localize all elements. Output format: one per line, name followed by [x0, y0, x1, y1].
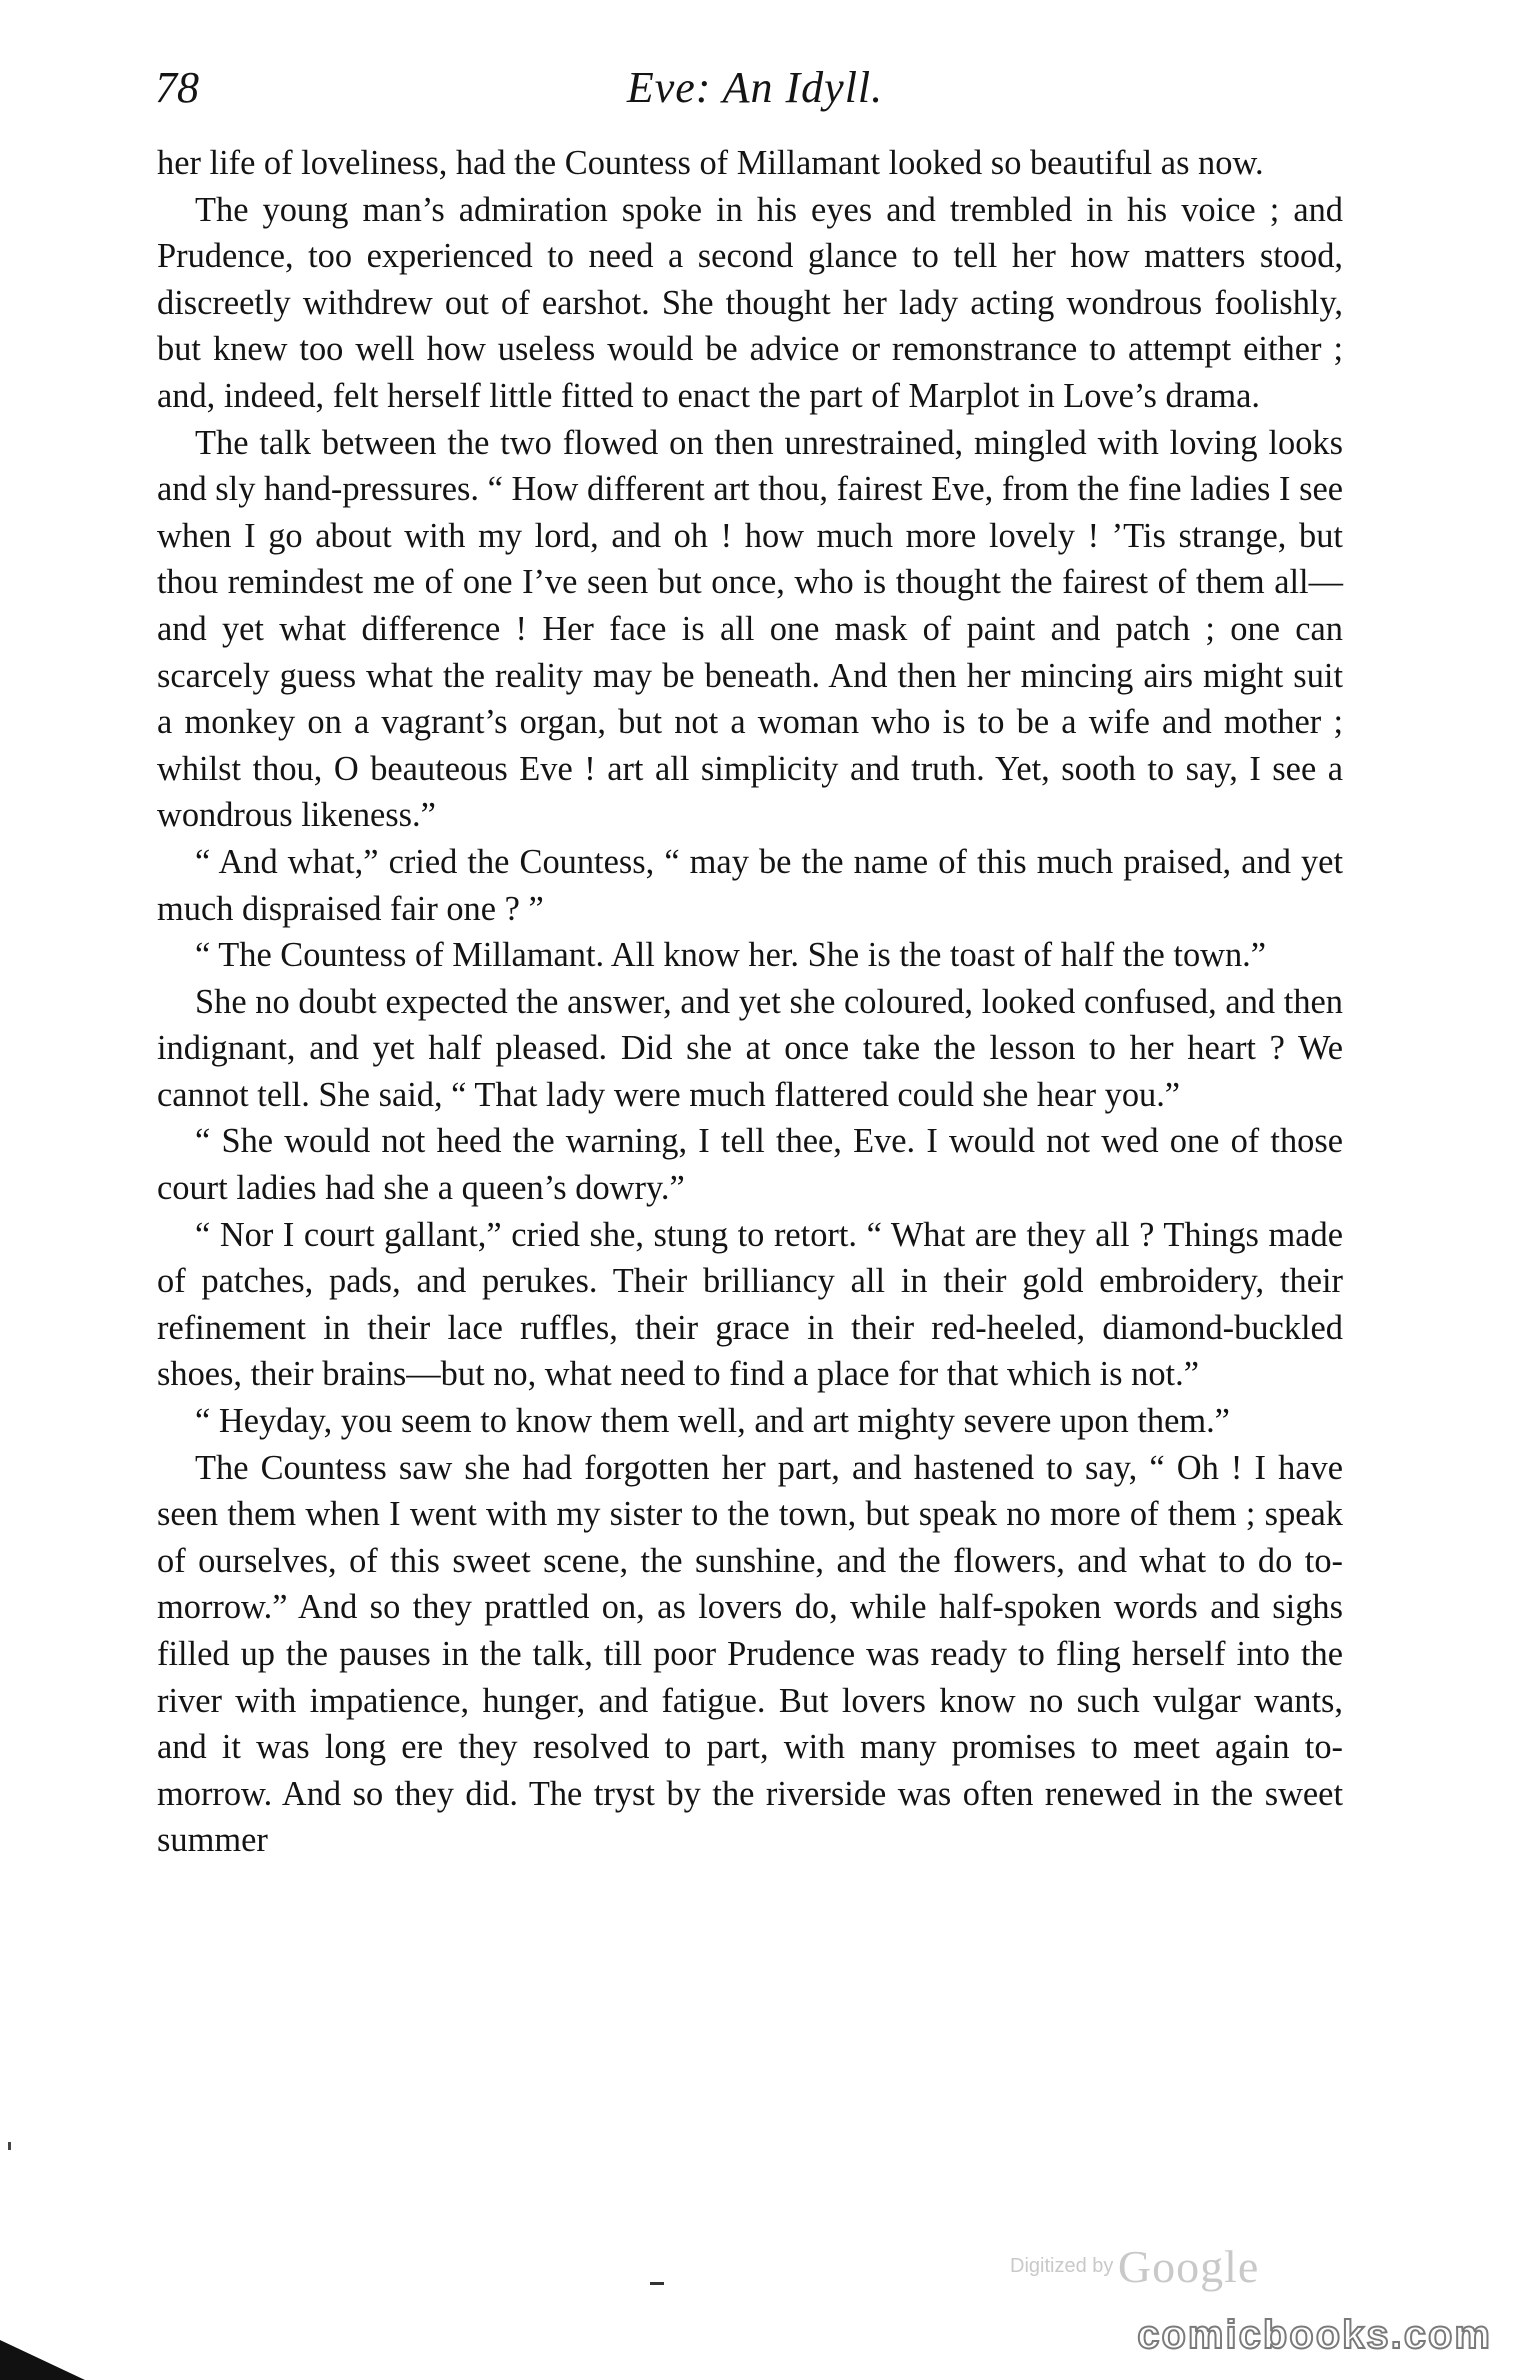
paragraph: “ Heyday, you seem to know them well, and art mighty severe upon them.” [195, 1402, 1230, 1441]
paragraph: her life of loveliness, had the Countess of Millamant looked so beautiful as now. [157, 144, 1264, 182]
paragraph: The young man’s admiration spoke in his eyes and trembled in his voice ; and Prudence, too experienced to need a second glance to tell her how matters stood, discreetly withdrew out of earshot. She thought her lady acting wondrous foolishly, but knew too well how useless would be advice or remonstrance to attempt either ; and, indeed, felt herself little fitted to enact the part of Marplot in Love’s drama. [157, 190, 1343, 415]
paragraph: “ And what,” cried the Countess, “ may be the name of this much praised, and yet much dispraised fair one ? ” [157, 842, 1343, 928]
paragraph: “ She would not heed the warning, I tell thee, Eve. I would not wed one of those court ladies had she a queen’s dowry.” [157, 1122, 1343, 1208]
paragraph: “ The Countess of Millamant. All know her. She is the toast of half the town.” [195, 936, 1267, 975]
margin-speck [8, 2142, 11, 2150]
paragraph: The Countess saw she had forgotten her part, and hastened to say, “ Oh ! I have seen them when I went with my sister to the town, but speak no more of them ; speak of ourselves, of this sweet scene, the sunshine, and the flowers, and what to do to-morrow.” And so they prattled on, as lovers do, while half-spoken words and sighs filled up the pauses in the talk, till poor Prudence was ready to fling herself into the river with impatience, hunger, and fatigue. But lovers know no such vulgar wants, and it was long ere they resolved to part, with many promises to meet again to-morrow. And so they did. The tryst by the riverside was often renewed in the sweet summer [157, 1448, 1343, 1860]
corner-wedge-shape [0, 2340, 85, 2380]
paragraph: The talk between the two flowed on then unrestrained, mingled with loving looks and sly hand-pressures. “ How different art thou, fairest Eve, from the fine ladies I see when I go about with my lord, and oh ! how much more lovely ! ’Tis strange, but thou remindest me of one I’ve seen but once, who is thought the fairest of them all—and yet what difference ! Her face is all one mask of paint and patch ; one can scarcely guess what the reality may be beneath. And then her mincing airs might suit a monkey on a vagrant’s organ, but not a woman who is to be a wife and mother ; whilst thou, O beauteous Eve ! art all simplicity and truth. Yet, sooth to say, I see a wondrous likeness.” [157, 423, 1343, 835]
site-watermark: comicbooks.com [1137, 2313, 1492, 2357]
footer-mark [650, 2282, 664, 2285]
page-header [155, 62, 1355, 122]
body-text [157, 140, 1343, 1864]
watermark-prefix: Digitized by [1010, 2255, 1114, 2277]
paragraph: She no doubt expected the answer, and yet she coloured, looked confused, and then indignant, and yet half pleased. Did she at once take the lesson to her heart ? We cannot tell. She said, “ That lady were much flattered could she hear you.” [157, 982, 1343, 1114]
watermark-brand: Google [1117, 2241, 1260, 2292]
running-title: Eve: An Idyll. [626, 63, 884, 112]
digitized-watermark [1010, 2240, 1259, 2293]
page-number: 78 [155, 63, 199, 112]
paragraph: “ Nor I court gallant,” cried she, stung to retort. “ What are they all ? Things made of patches, pads, and perukes. Their brilliancy all in their gold embroidery, their refinement in their lace ruffles, their grace in their red-heeled, diamond-buckled shoes, their brains—but no, what need to find a place for that which is not.” [157, 1215, 1343, 1394]
